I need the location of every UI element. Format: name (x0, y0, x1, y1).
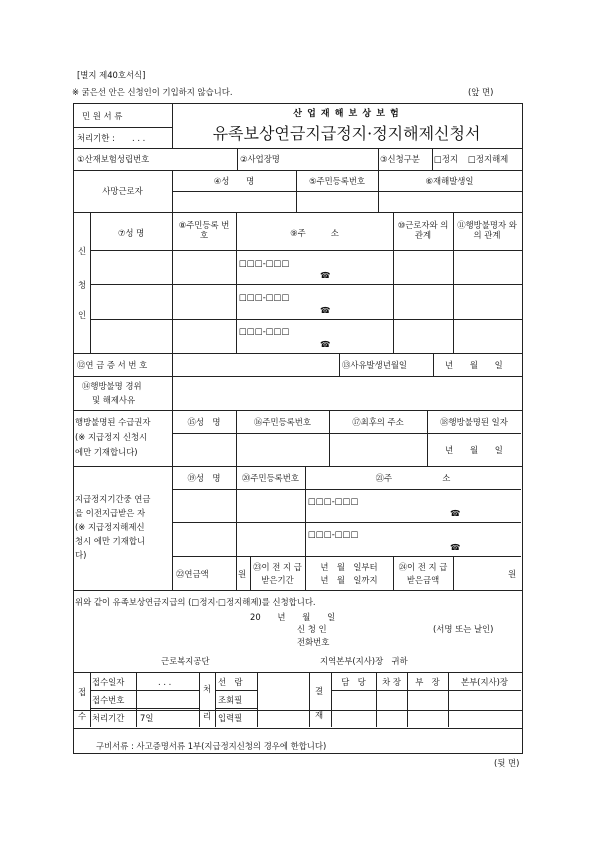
prev-2-phone-icon: ☎ (450, 542, 461, 552)
deceased-rrn-header: ⑤주민등록번호 (308, 176, 366, 186)
applicant-side-char-2: 청 (78, 280, 87, 290)
apply-type-release-option[interactable]: □정지해제 (468, 154, 509, 164)
applicant-3-phone-icon: ☎ (320, 339, 331, 349)
pension-amount-unit: 원 (238, 569, 247, 579)
missing-date-header: ⑱행방불명된 일자 (440, 417, 508, 427)
receipt-date-value: . . . (158, 677, 172, 687)
prev-paid-unit: 원 (508, 569, 517, 579)
civil-document-label: 민 원 서 류 (82, 111, 123, 121)
applicant-side-char-3: 인 (78, 310, 87, 320)
missing-date-value: 년 월 일 (445, 445, 503, 455)
apply-type-label: ③신청구분 (380, 154, 420, 164)
applicant-sign-label: 신 청 인 (297, 624, 327, 634)
pension-amount-label: ㉒연금액 (176, 569, 209, 579)
applicant-address-header: ⑨주 소 (290, 228, 339, 238)
organization-name: 근로복지공단 (161, 656, 210, 666)
relation-worker-header: ⑩근로자와 의 관계 (397, 220, 449, 240)
prev-address-header: ㉑주 소 (375, 473, 451, 483)
accident-date-header: ⑥재해발생일 (425, 176, 474, 186)
cause-date-label: ⑬사유발생년월일 (342, 360, 408, 370)
declaration-date: 20 년 월 일 (250, 612, 336, 622)
deadline-value: . . . (132, 133, 146, 143)
applicant-1-zip[interactable]: □□□-□□□ (239, 258, 290, 268)
missing-beneficiary-label-3: 에만 기재합니다) (75, 447, 138, 457)
biz-number-label: ①산재보험성립번호 (77, 154, 150, 164)
prev-1-zip[interactable]: □□□-□□□ (308, 496, 359, 506)
prev-recipient-label-3: (※ 지급정지해제신 (75, 522, 145, 532)
prev-paid-label-2: 받은금액 (406, 575, 440, 585)
form-subtitle: 산 업 재 해 보 상 보 험 (293, 109, 400, 119)
prev-recipient-label-5: 다) (75, 550, 87, 560)
prev-2-zip[interactable]: □□□-□□□ (308, 529, 359, 539)
form-number: [별지 제40호서식] (77, 70, 146, 80)
prev-period-from: 년 월 일부터 (320, 562, 378, 572)
phone-number-label: 전화번호 (297, 637, 330, 647)
reviewed-label: 선 람 (218, 677, 243, 687)
prev-recipient-label-1: 지급정지기간중 연금 (75, 494, 151, 504)
declaration-text: 위와 같이 유족보상연금지급의 (□정지·□정지해제)를 신청합니다. (75, 597, 316, 607)
approver-manager: 부 장 (415, 677, 440, 687)
cause-date-value: 년 월 일 (445, 360, 503, 370)
prev-rrn-header: ⑳주민등록번호 (242, 473, 299, 483)
approver-deputy: 차 장 (382, 677, 401, 687)
prev-recipient-label-4: 청시 에만 기재합니 (75, 536, 146, 546)
front-side-label: (앞 면) (468, 87, 494, 97)
processing-period-value: 7일 (140, 713, 154, 723)
approval-side-char-1: 결 (315, 686, 324, 696)
deceased-worker-label: 사망근로자 (102, 186, 143, 196)
form-title: 유족보상연금지급정지·정지해제신청서 (212, 124, 481, 143)
prev-period-to: 년 월 일까지 (320, 575, 378, 585)
receipt-side-char-1: 접 (78, 687, 87, 697)
applicant-1-phone-icon: ☎ (320, 270, 331, 280)
missing-name-header: ⑮성 명 (187, 417, 221, 427)
applicant-rrn-header: ⑧주민등록 번 호 (178, 220, 230, 240)
missing-reason-label-1: ⑭행방불명 경위 (82, 381, 142, 391)
applicant-side-char-1: 신 (78, 246, 87, 256)
applicant-3-zip[interactable]: □□□-□□□ (239, 326, 290, 336)
approval-side-char-2: 재 (315, 710, 324, 720)
approver-staff: 담 당 (341, 677, 366, 687)
biz-name-label: ②사업장명 (240, 154, 280, 164)
receipt-date-label: 접수일자 (92, 677, 125, 687)
checked-label: 조회필 (218, 695, 243, 705)
recipient-label: 지역본부(지사)장 귀하 (320, 656, 408, 666)
prev-period-label-2: 받은기간 (261, 575, 294, 585)
receipt-side-char-2: 수 (78, 711, 87, 721)
relation-missing-header: ⑪행방불명자 와의 관계 (457, 220, 517, 240)
processing-period-label: 처리기간 (92, 713, 125, 723)
missing-beneficiary-label-1: 행방불명된 수급권자 (75, 417, 151, 427)
prev-1-phone-icon: ☎ (450, 508, 461, 518)
instruction-note: ※ 굵은선 안은 신청인이 기입하지 않습니다. (72, 87, 233, 97)
back-side-label: (뒷 면) (494, 758, 520, 768)
pension-number-label: ⑫연 금 증 서 번 호 (77, 360, 148, 370)
applicant-2-zip[interactable]: □□□-□□□ (239, 292, 290, 302)
deadline-label: 처리기한 : (77, 133, 115, 143)
process-side-char-1: 처 (203, 684, 212, 694)
missing-reason-label-2: 및 해제사유 (92, 395, 136, 405)
missing-rrn-header: ⑯주민등록번호 (254, 417, 311, 427)
apply-type-stop-option[interactable]: □정지 (434, 154, 459, 164)
applicant-2-phone-icon: ☎ (320, 305, 331, 315)
prev-paid-label-1: ㉔이 전 지 급 (398, 562, 448, 572)
process-side-char-2: 리 (203, 711, 212, 721)
missing-beneficiary-label-2: (※ 지급정지 신청시 (75, 432, 148, 442)
prev-period-label-1: ㉓이 전 지 급 (253, 562, 302, 572)
approver-head: 본부(지사)장 (461, 677, 508, 687)
receipt-number-label: 접수번호 (92, 695, 125, 705)
prev-name-header: ⑲성 명 (187, 473, 221, 483)
deceased-name-header: ④성 명 (213, 176, 255, 186)
sign-or-seal-note: (서명 또는 날인) (433, 624, 494, 634)
input-done-label: 입력필 (218, 713, 243, 723)
required-documents: 구비서류 : 사고증명서류 1부(지급정지신청의 경우에 한합니다) (96, 741, 327, 751)
missing-last-address-header: ⑰최후의 주소 (352, 417, 404, 427)
prev-recipient-label-2: 을 이전지급받은 자 (75, 508, 146, 518)
applicant-name-header: ⑦성 명 (117, 228, 145, 238)
